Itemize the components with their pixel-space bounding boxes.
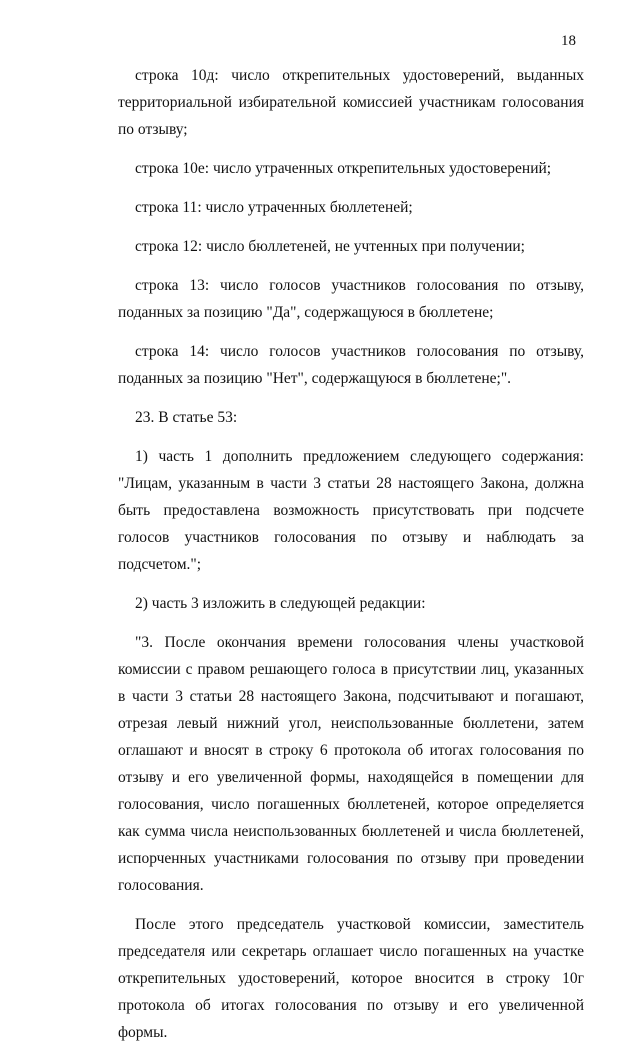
paragraph-line-14: строка 14: число голосов участников голосования по отзыву, поданных за позицию "Нет", содержащуюся в бюллетене;". [118,343,584,387]
paragraph-after-text: После этого председатель участковой комиссии, заместитель председателя или секретарь оглашает число погашенных на участке открепительных удостоверений, которое вносится в строку 10г протокола об итогах голосования по отзыву и его увеличенной формы. [118,916,584,1041]
paragraph-part-3-text: "3. После окончания времени голосования члены участковой комиссии с правом решающего голоса в присутствии лиц, указанных в части 3 статьи 28 настоящего Закона, подсчитывают и погашают, отрезая левый нижний угол, неиспользованные бюллетени, затем оглашают и вносят в строку 6 протокола об итогах голосования по отзыву и его увеличенной формы, находящейся в помещении для голосования, число погашенных бюллетеней, которое определяется как сумма числа неиспользованных бюллетеней и числа бюллетеней, испорченных участниками голосования по отзыву при проведении голосования. [118,634,584,894]
paragraph-line-13: строка 13: число голосов участников голосования по отзыву, поданных за позицию "Да", содержащуюся в бюллетене; [118,277,584,321]
paragraph-item-23: 23. В статье 53: [135,409,238,426]
paragraph-line-10e: строка 10е: число утраченных открепительных удостоверений; [135,160,552,177]
page-number: 18 [561,33,576,49]
document-body [118,62,584,1058]
paragraph-part-1: 1) часть 1 дополнить предложением следующего содержания: "Лицам, указанным в части 3 статьи 28 настоящего Закона, должна быть предоставлена возможность присутствовать при подсчете голосов участников голосования по отзыву и наблюдать за подсчетом."; [118,448,584,573]
paragraph-part-3-intro: 2) часть 3 изложить в следующей редакции: [135,595,426,612]
paragraph-line-11: строка 11: число утраченных бюллетеней; [135,199,413,216]
paragraph-line-12: строка 12: число бюллетеней, не учтенных при получении; [135,238,525,255]
paragraph-line-10d: строка 10д: число открепительных удостоверений, выданных территориальной избирательной комиссией участникам голосования по отзыву; [118,67,584,138]
